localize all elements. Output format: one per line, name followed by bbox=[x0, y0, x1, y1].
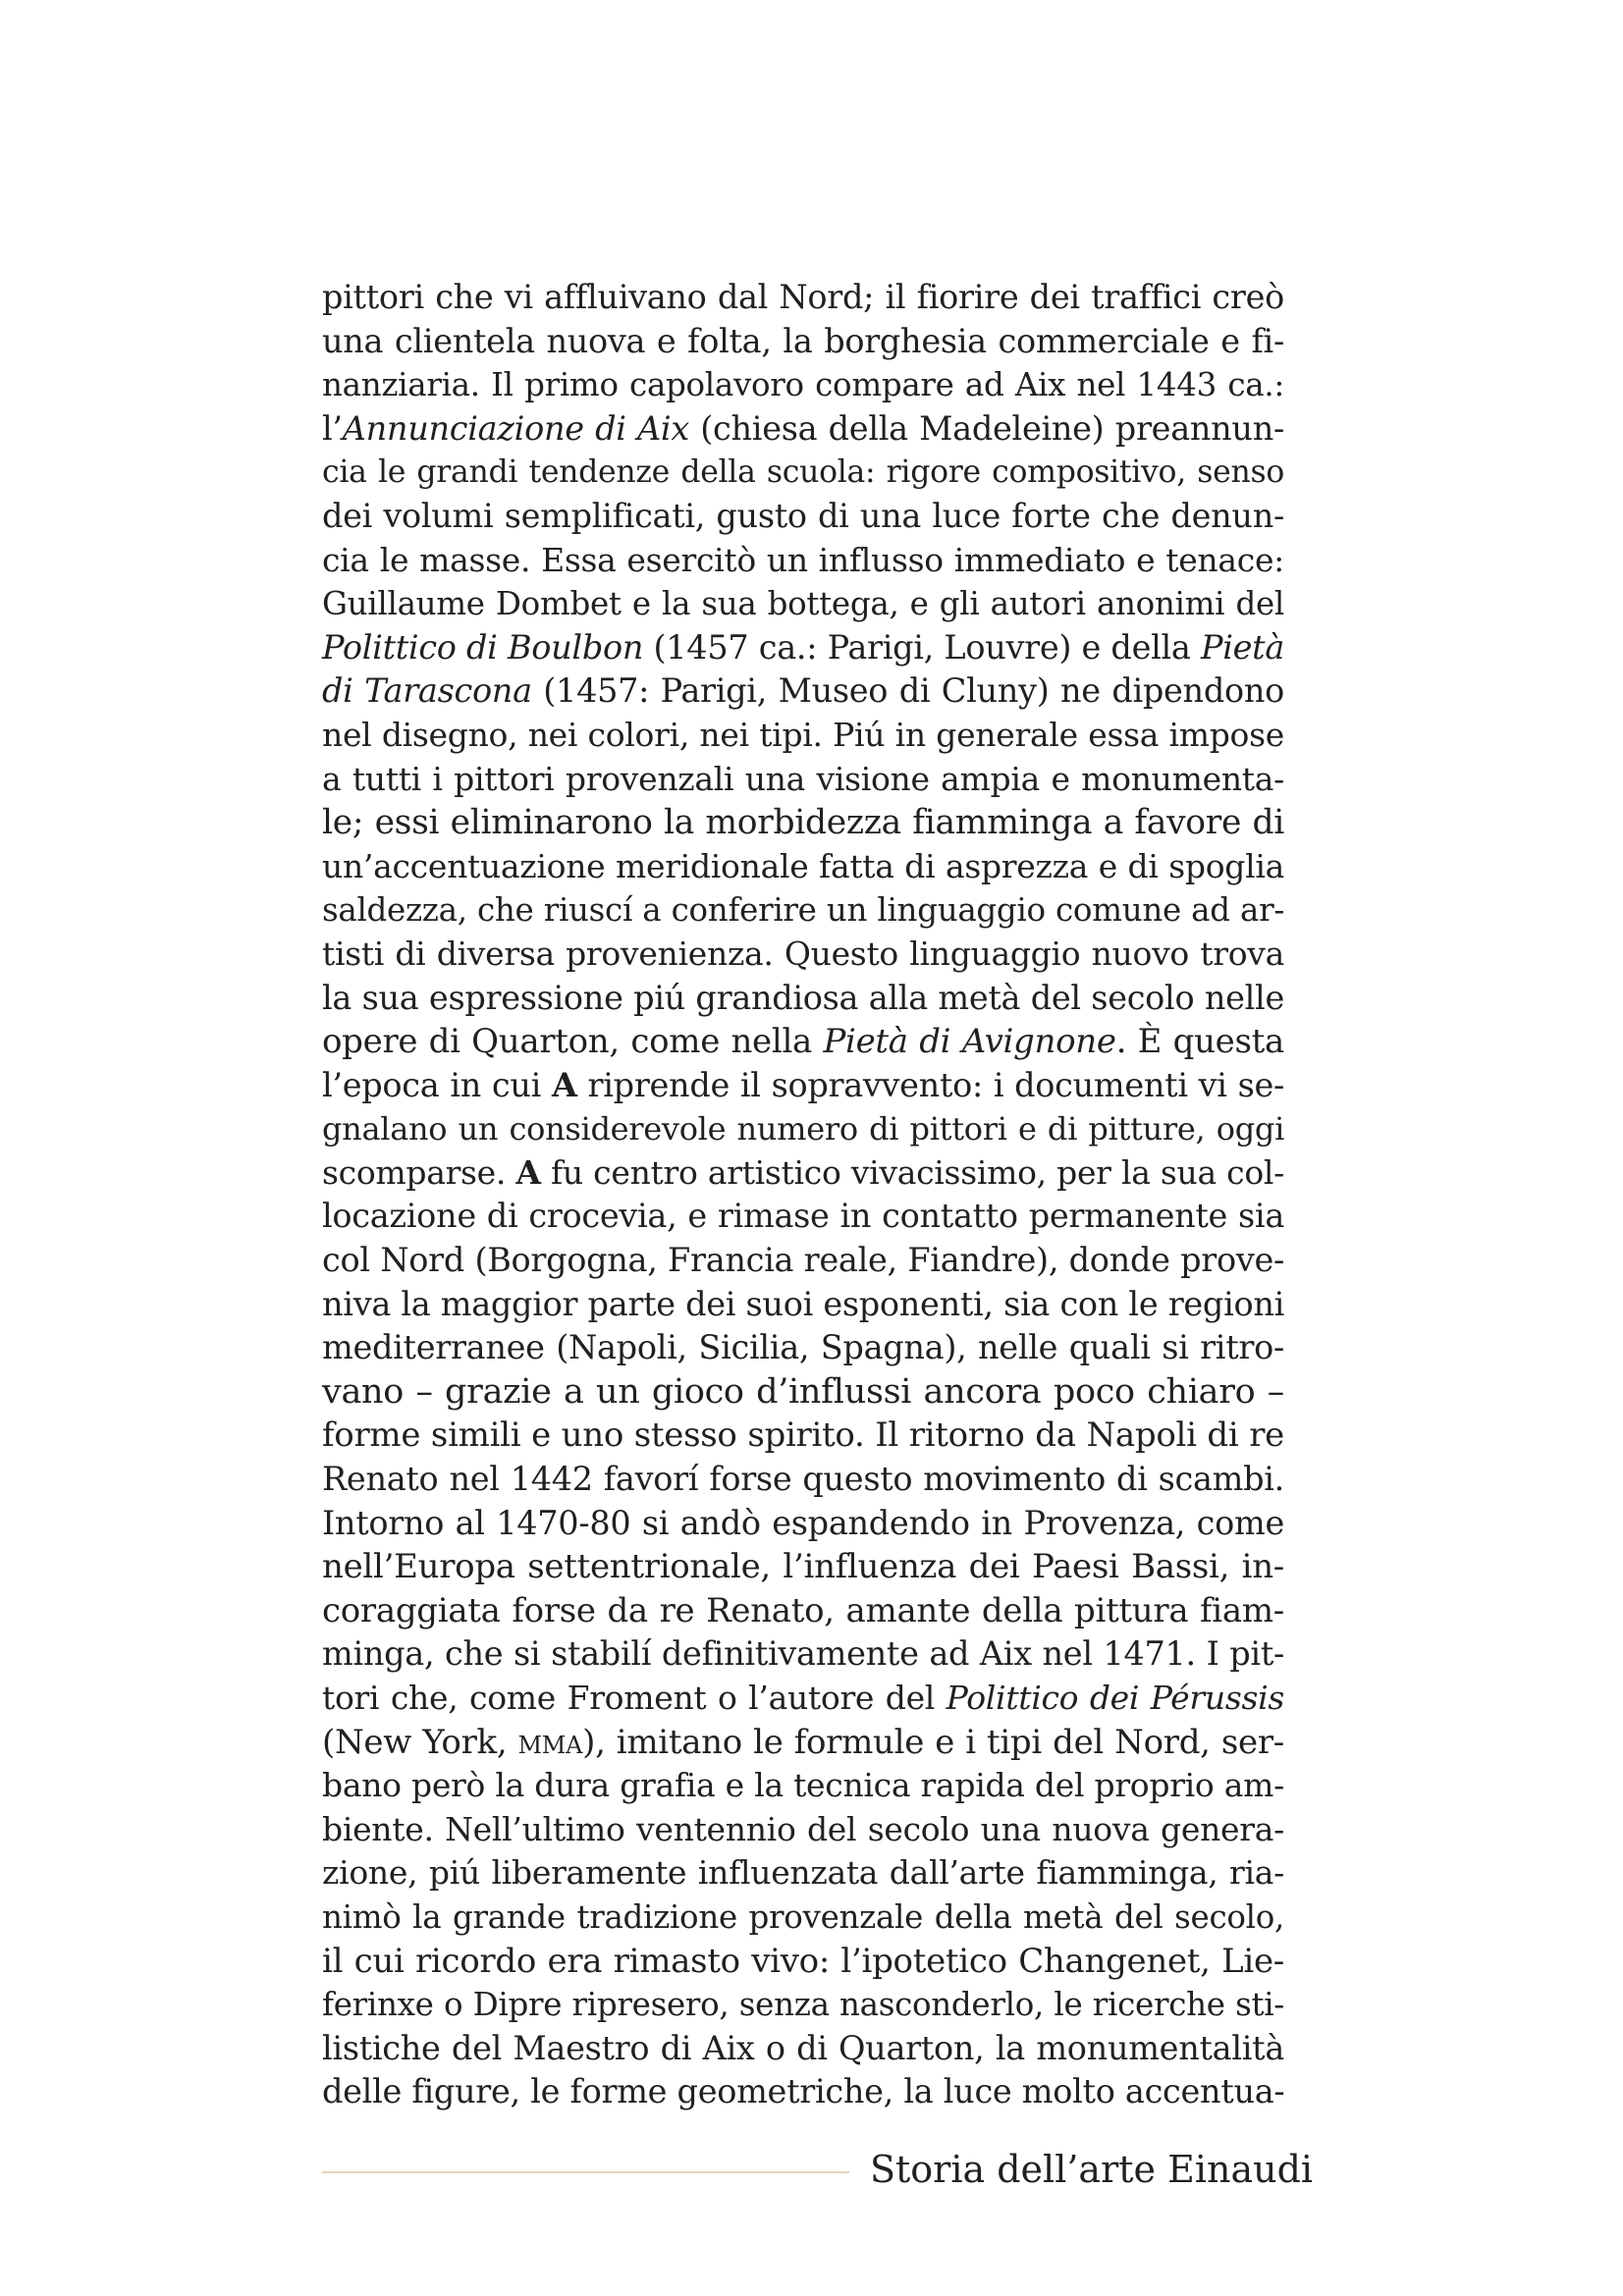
text-run: listiche del Maestro di Aix o di Quarton, la monumentalità bbox=[322, 2028, 1284, 2067]
text-line bbox=[322, 1326, 1284, 1370]
bold-term: A bbox=[515, 1152, 541, 1192]
footer-rule bbox=[322, 2171, 849, 2173]
text-run: riprende il sopravvento: i documenti vi se- bbox=[576, 1065, 1285, 1104]
italic-title: Polittico di Boulbon bbox=[322, 627, 644, 667]
text-line bbox=[322, 1896, 1284, 1940]
text-run: saldezza, che riuscí a conferire un linguaggio comune ad ar- bbox=[322, 891, 1284, 930]
text-line bbox=[322, 669, 1284, 714]
text-line bbox=[322, 1502, 1284, 1546]
italic-title: Pietà di Avignone bbox=[823, 1022, 1116, 1062]
text-run: minga, che si stabilí definitivamente ad Aix nel 1471. I pit- bbox=[322, 1634, 1284, 1674]
text-run: vano – grazie a un gioco d’influssi ancora poco chiaro – bbox=[322, 1371, 1284, 1412]
text-line bbox=[322, 758, 1284, 802]
text-line bbox=[322, 1589, 1284, 1633]
text-run: nel disegno, nei colori, nei tipi. Piú in generale essa impose bbox=[322, 715, 1284, 754]
text-run: biente. Nell’ultimo ventennio del secolo una nuova genera- bbox=[322, 1809, 1284, 1848]
italic-title: di Tarascona bbox=[322, 671, 532, 711]
body-text bbox=[322, 276, 1284, 2114]
text-line bbox=[322, 1764, 1284, 1808]
text-run: (1457 ca.: Parigi, Louvre) e della bbox=[643, 627, 1201, 667]
text-line bbox=[322, 451, 1284, 495]
text-line bbox=[322, 1983, 1284, 2027]
text-line bbox=[322, 276, 1284, 320]
text-line bbox=[322, 1151, 1284, 1196]
text-run: a tutti i pittori provenzali una visione ampia e monumenta- bbox=[322, 759, 1284, 798]
text-run: nell’Europa settentrionale, l’influenza dei Paesi Bassi, in- bbox=[322, 1547, 1284, 1587]
text-run: Intorno al 1470-80 si andò espandendo in Provenza, come bbox=[322, 1503, 1284, 1542]
text-line bbox=[322, 1414, 1284, 1458]
text-line bbox=[322, 1239, 1284, 1283]
text-run: delle figure, le forme geometriche, la luce molto accentua- bbox=[322, 2072, 1285, 2111]
text-run: tori che, come Froment o l’autore del bbox=[322, 1679, 947, 1717]
text-run: . È questa bbox=[1115, 1022, 1284, 1062]
text-run: (1457: Parigi, Museo di Cluny) ne dipendono bbox=[531, 671, 1284, 711]
text-line bbox=[322, 1677, 1284, 1721]
text-run: le; essi eliminarono la morbidezza fiamminga a favore di bbox=[322, 803, 1284, 843]
text-line bbox=[322, 363, 1284, 407]
text-run: dei volumi semplificati, gusto di una luce forte che denun- bbox=[322, 496, 1284, 535]
text-run: mediterranee (Napoli, Sicilia, Spagna), nelle quali si ritro- bbox=[322, 1328, 1284, 1367]
text-line bbox=[322, 714, 1284, 758]
text-run: niva la maggior parte dei suoi esponenti, sia con le regioni bbox=[322, 1284, 1285, 1323]
text-run: zione, piú liberamente influenzata dall’arte fiamminga, ria- bbox=[322, 1853, 1284, 1893]
text-run: scomparse. bbox=[322, 1152, 516, 1192]
text-run: cia le masse. Essa esercitò un influsso immediato e tenace: bbox=[322, 540, 1284, 579]
text-line bbox=[322, 539, 1284, 583]
text-run: il cui ricordo era rimasto vivo: l’ipotetico Changenet, Lie- bbox=[322, 1941, 1284, 1981]
text-run: ferinxe o Dipre ripresero, senza nasconderlo, le ricerche sti- bbox=[322, 1986, 1284, 2024]
text-line bbox=[322, 1808, 1284, 1852]
small-caps-abbr: mma bbox=[517, 1722, 583, 1762]
text-run: l’ bbox=[322, 408, 343, 448]
text-run: ), imitano le formule e i tipi del Nord, ser- bbox=[582, 1722, 1284, 1762]
text-line bbox=[322, 1283, 1284, 1327]
text-line bbox=[322, 1370, 1284, 1415]
text-run: l’epoca in cui bbox=[322, 1065, 552, 1104]
text-line bbox=[322, 1632, 1284, 1677]
text-line bbox=[322, 933, 1284, 977]
text-run: la sua espressione piú grandiosa alla metà del secolo nelle bbox=[322, 978, 1284, 1017]
text-line bbox=[322, 845, 1284, 889]
text-line bbox=[322, 320, 1284, 364]
text-line bbox=[322, 1064, 1284, 1108]
text-line bbox=[322, 1545, 1284, 1589]
text-run: forme simili e uno stesso spirito. Il ritorno da Napoli di re bbox=[322, 1415, 1284, 1456]
text-line bbox=[322, 582, 1284, 626]
text-run: locazione di crocevia, e rimase in contatto permanente sia bbox=[322, 1197, 1284, 1236]
footer-title: Storia dell’arte Einaudi bbox=[870, 2148, 1314, 2191]
text-line bbox=[322, 626, 1284, 670]
text-run: opere di Quarton, come nella bbox=[322, 1022, 824, 1062]
text-line bbox=[322, 1195, 1284, 1239]
italic-title: Annunciazione di Aix bbox=[342, 408, 689, 448]
text-line bbox=[322, 2027, 1284, 2071]
text-line bbox=[322, 1940, 1284, 1984]
text-line bbox=[322, 1851, 1284, 1896]
text-run: cia le grandi tendenze della scuola: rigore compositivo, senso bbox=[322, 454, 1284, 491]
text-line bbox=[322, 1721, 1284, 1765]
text-run: una clientela nuova e folta, la borghesia commerciale e fi- bbox=[322, 321, 1284, 360]
text-line bbox=[322, 2070, 1284, 2114]
bold-term: A bbox=[551, 1065, 577, 1104]
text-run: (New York, bbox=[322, 1722, 518, 1762]
text-line bbox=[322, 1020, 1284, 1064]
text-run: bano però la dura grafia e la tecnica rapida del proprio am- bbox=[322, 1766, 1284, 1805]
text-line bbox=[322, 1458, 1284, 1502]
text-line bbox=[322, 888, 1284, 933]
text-run: col Nord (Borgogna, Francia reale, Fiandre), donde prove- bbox=[322, 1241, 1284, 1280]
text-run: nanziaria. Il primo capolavoro compare ad Aix nel 1443 ca.: bbox=[322, 366, 1284, 404]
italic-title: Polittico dei Pérussis bbox=[946, 1679, 1284, 1717]
text-run: un’accentuazione meridionale fatta di asprezza e di spoglia bbox=[322, 846, 1284, 885]
text-run: (chiesa della Madeleine) preannun- bbox=[688, 408, 1284, 448]
text-run: gnalano un considerevole numero di pittori e di pitture, oggi bbox=[322, 1110, 1284, 1148]
text-run: tisti di diversa provenienza. Questo linguaggio nuovo trova bbox=[322, 934, 1284, 973]
italic-title: Pietà bbox=[1200, 627, 1284, 667]
text-run: pittori che vi affluivano dal Nord; il fiorire dei traffici creò bbox=[322, 278, 1284, 316]
text-run: coraggiata forse da re Renato, amante della pittura fiam- bbox=[322, 1590, 1284, 1630]
text-line bbox=[322, 1107, 1284, 1151]
text-line bbox=[322, 977, 1284, 1021]
text-line bbox=[322, 407, 1284, 452]
text-line bbox=[322, 495, 1284, 539]
text-line bbox=[322, 801, 1284, 845]
text-run: nimò la grande tradizione provenzale della metà del secolo, bbox=[322, 1897, 1284, 1936]
text-run: Renato nel 1442 favorí forse questo movimento di scambi. bbox=[322, 1460, 1284, 1499]
text-run: Guillaume Dombet e la sua bottega, e gli autori anonimi del bbox=[322, 585, 1284, 623]
text-run: fu centro artistico vivacissimo, per la sua col- bbox=[540, 1152, 1284, 1192]
